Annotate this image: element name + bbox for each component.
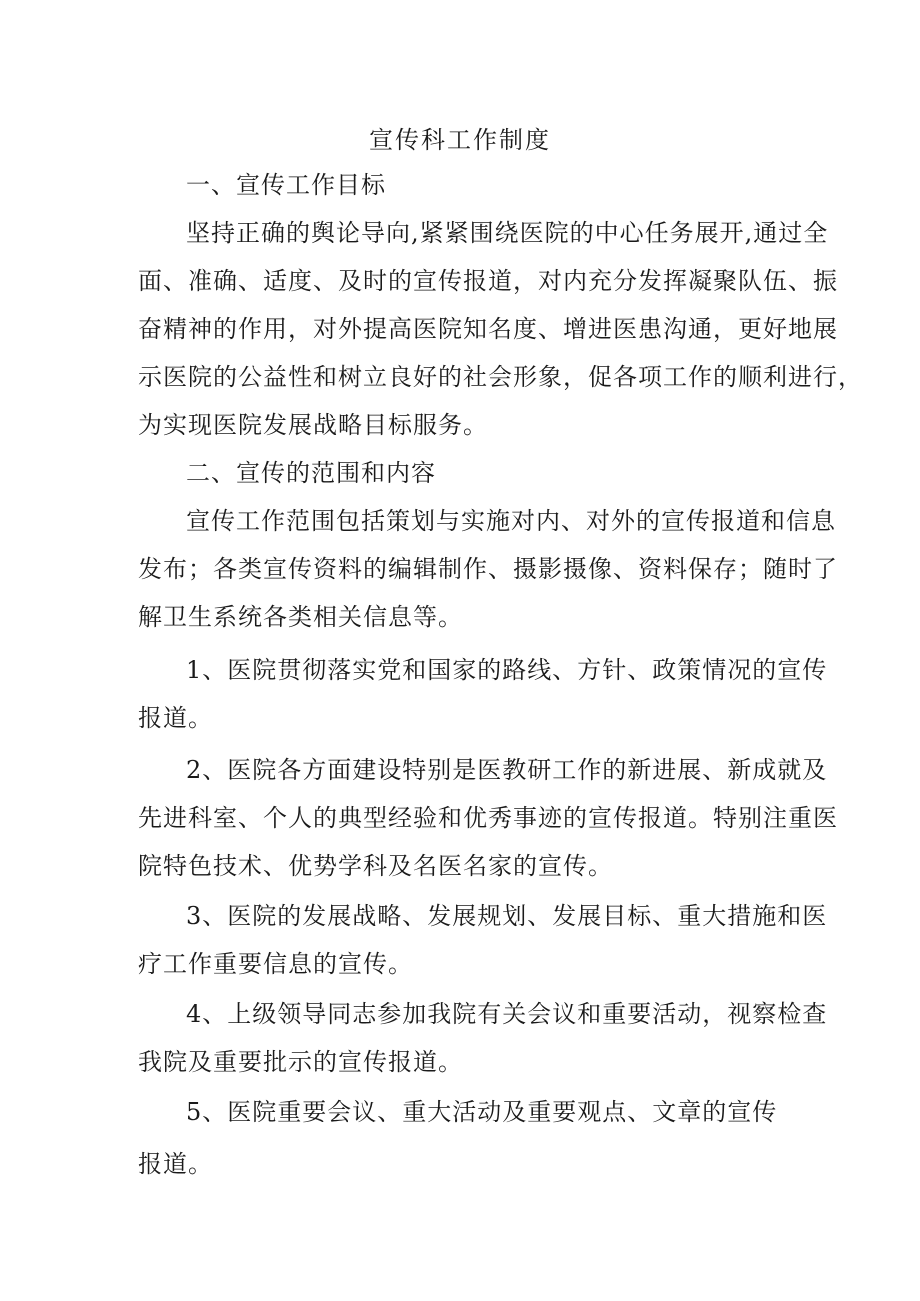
paragraph-line: 坚持正确的舆论导向,紧紧围绕医院的中心任务展开,通过全 xyxy=(186,219,829,247)
list-item-4-line: 4、上级领导同志参加我院有关会议和重要活动，视察检查 xyxy=(186,1000,828,1028)
paragraph-line: 奋精神的作用，对外提高医院知名度、增进医患沟通，更好地展 xyxy=(138,315,838,343)
list-item-5-line: 报道。 xyxy=(138,1150,213,1178)
document-title: 宣传科工作制度 xyxy=(369,126,551,154)
paragraph-line: 示医院的公益性和树立良好的社会形象，促各项工作的顺利进行， xyxy=(138,363,863,391)
paragraph-line: 宣传工作范围包括策划与实施对内、对外的宣传报道和信息 xyxy=(186,507,836,535)
section-heading-2: 二、宣传的范围和内容 xyxy=(186,459,436,487)
paragraph-line: 为实现医院发展战略目标服务。 xyxy=(138,411,488,439)
list-item-2-line: 院特色技术、优势学科及名医名家的宣传。 xyxy=(138,852,613,880)
paragraph-line: 发布；各类宣传资料的编辑制作、摄影摄像、资料保存；随时了 xyxy=(138,555,838,583)
list-item-3-line: 疗工作重要信息的宣传。 xyxy=(138,950,413,978)
list-item-2-line: 先进科室、个人的典型经验和优秀事迹的宣传报道。特别注重医 xyxy=(138,804,838,832)
list-item-1-line: 报道。 xyxy=(138,704,213,732)
paragraph-line: 解卫生系统各类相关信息等。 xyxy=(138,603,463,631)
paragraph-line: 面、准确、适度、及时的宣传报道，对内充分发挥凝聚队伍、振 xyxy=(138,267,838,295)
list-item-3-line: 3、医院的发展战略、发展规划、发展目标、重大措施和医 xyxy=(186,902,828,930)
section-heading-1: 一、宣传工作目标 xyxy=(186,171,386,199)
list-item-2-line: 2、医院各方面建设特别是医教研工作的新进展、新成就及 xyxy=(186,756,828,784)
list-item-1-line: 1、医院贯彻落实党和国家的路线、方针、政策情况的宣传 xyxy=(186,656,828,684)
list-item-5-line: 5、医院重要会议、重大活动及重要观点、文章的宣传 xyxy=(186,1098,778,1126)
list-item-4-line: 我院及重要批示的宣传报道。 xyxy=(138,1048,463,1076)
